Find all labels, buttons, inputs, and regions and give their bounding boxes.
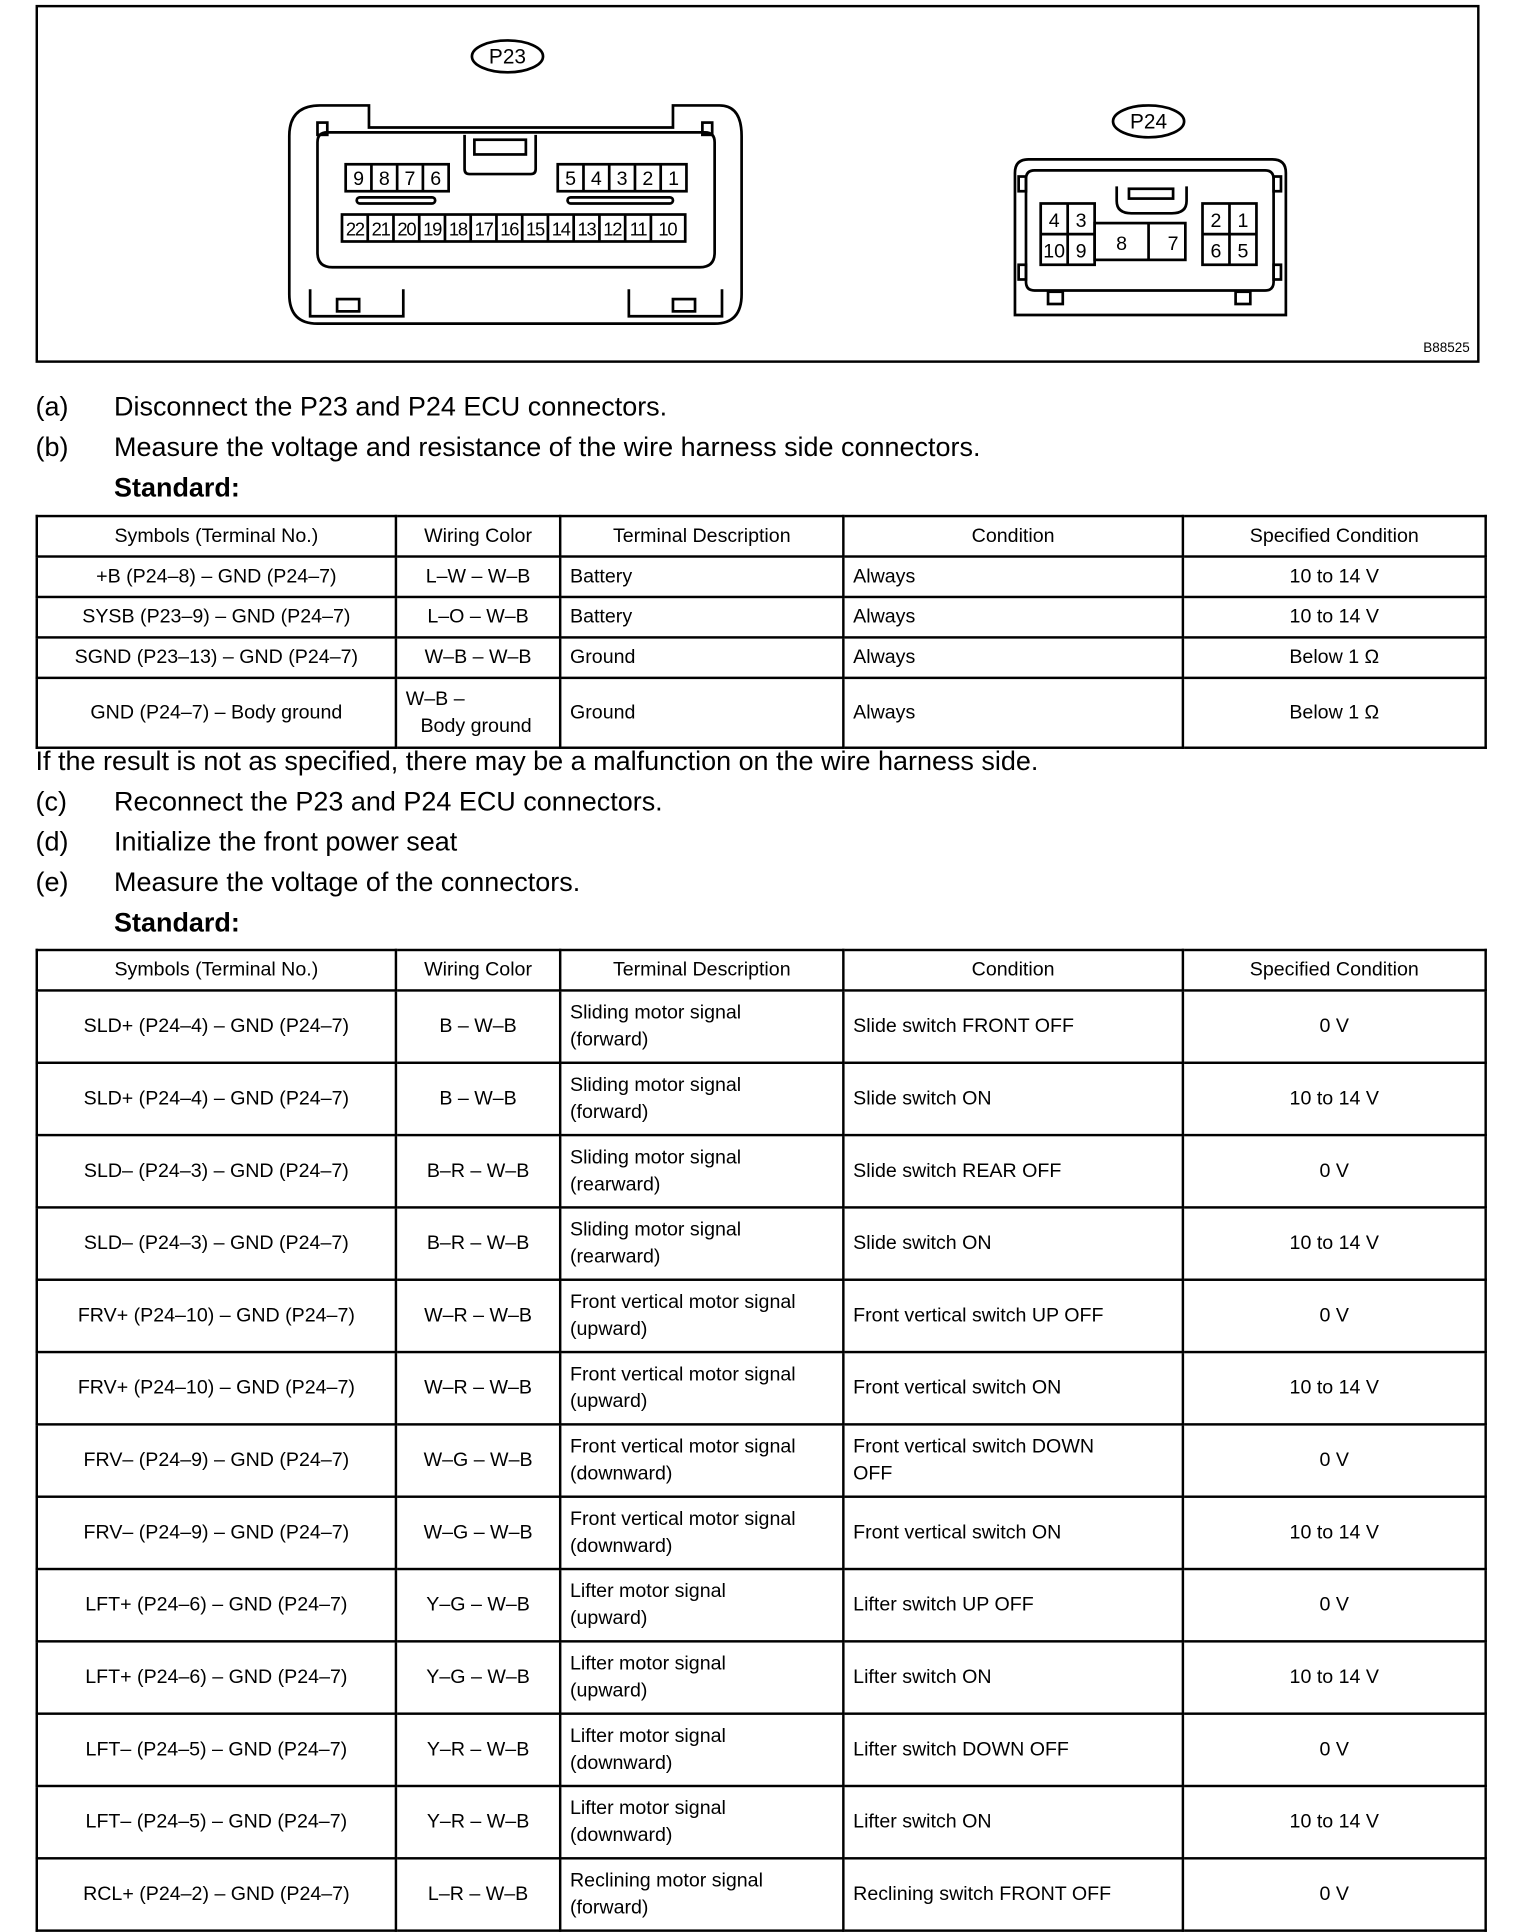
cell-wiring-color: L–O – W–B — [396, 597, 560, 637]
cell-symbols: LFT– (P24–5) – GND (P24–7) — [37, 1786, 396, 1858]
condition-line-1: Front vertical switch DOWN — [853, 1436, 1094, 1457]
p23-pin: 10 — [658, 218, 677, 240]
table-row — [37, 1714, 1486, 1786]
step-label: (d) — [35, 826, 69, 857]
p24-label: P24 — [1130, 110, 1168, 134]
cell-wiring-color: Y–R – W–B — [396, 1714, 560, 1786]
header-symbols: Symbols (Terminal No.) — [37, 516, 396, 556]
cell-condition — [843, 990, 1183, 1062]
p24-pin: 10 — [1043, 240, 1066, 263]
table-row — [37, 1641, 1486, 1713]
header-condition: Condition — [843, 516, 1183, 556]
cell-wiring-color: W–R – W–B — [396, 1352, 560, 1424]
cell-condition — [843, 1207, 1183, 1279]
p23-pin: 9 — [353, 168, 364, 191]
p23-pin: 21 — [371, 218, 390, 240]
condition-line-1: Slide switch FRONT OFF — [853, 1015, 1075, 1037]
p23-pin: 12 — [603, 218, 622, 240]
cell-specified-condition: 10 to 14 V — [1183, 1786, 1486, 1858]
cell-terminal-description — [560, 1786, 843, 1858]
cell-specified-condition: 0 V — [1183, 1135, 1486, 1207]
cell-wiring-color: B–R – W–B — [396, 1135, 560, 1207]
p23-pin: 7 — [404, 168, 416, 191]
cell-specified-condition: Below 1 Ω — [1183, 678, 1486, 748]
cell-symbols: SLD+ (P24–4) – GND (P24–7) — [37, 990, 396, 1062]
cell-terminal-description — [560, 1424, 843, 1496]
table-row — [37, 557, 1486, 597]
condition-line-1: Slide switch ON — [853, 1087, 992, 1109]
step-text: Reconnect the P23 and P24 ECU connectors. — [113, 785, 663, 817]
cell-wiring-color: W–G – W–B — [396, 1424, 560, 1496]
cell-terminal-description: Battery — [560, 597, 843, 637]
table-row — [37, 1352, 1486, 1424]
p23-pin: 8 — [378, 168, 390, 191]
condition-line-1: Lifter switch DOWN OFF — [853, 1738, 1069, 1760]
cell-condition — [843, 1641, 1183, 1713]
cell-wiring-color: Y–G – W–B — [396, 1641, 560, 1713]
cell-terminal-description — [560, 1569, 843, 1641]
header-wiring-color: Wiring Color — [396, 950, 560, 990]
step-text: Measure the voltage and resistance of the wire harness side connectors. — [113, 431, 981, 463]
p23-pin: 3 — [616, 168, 628, 191]
description-line-2: (upward) — [569, 1390, 648, 1412]
description-line-1: Sliding motor signal — [569, 1074, 742, 1096]
cell-symbols: SLD– (P24–3) – GND (P24–7) — [37, 1207, 396, 1279]
condition-line-1: Slide switch REAR OFF — [853, 1160, 1062, 1182]
header-wiring-color: Wiring Color — [396, 516, 560, 556]
description-line-2: (downward) — [569, 1752, 673, 1774]
description-line-2: (upward) — [569, 1607, 648, 1629]
cell-condition: Always — [843, 597, 1183, 637]
condition-line-1: Lifter switch ON — [853, 1811, 992, 1832]
cell-condition: Always — [843, 637, 1183, 677]
cell-specified-condition: 10 to 14 V — [1183, 1641, 1486, 1713]
table-row — [37, 1207, 1486, 1279]
description-line-2: (upward) — [569, 1679, 648, 1701]
description-line-1: Sliding motor signal — [569, 1002, 742, 1023]
p24-pin: 7 — [1167, 233, 1179, 256]
p23-pin: 11 — [629, 218, 647, 240]
description-line-2: (rearward) — [569, 1173, 661, 1195]
p24-pin: 4 — [1048, 209, 1060, 232]
description-line-1: Sliding motor signal — [569, 1146, 742, 1168]
step-text: Measure the voltage of the connectors. — [113, 866, 581, 898]
cell-wiring-color: B–R – W–B — [396, 1207, 560, 1279]
cell-symbols: SGND (P23–13) – GND (P24–7) — [37, 637, 396, 677]
cell-terminal-description — [560, 1063, 843, 1135]
cell-specified-condition: 0 V — [1183, 1714, 1486, 1786]
cell-condition — [843, 1135, 1183, 1207]
p24-pin: 8 — [1116, 233, 1128, 256]
cell-wiring-color: Y–R – W–B — [396, 1786, 560, 1858]
header-terminal-description: Terminal Description — [560, 516, 843, 556]
condition-line-1: Slide switch ON — [853, 1232, 992, 1254]
header-specified-condition: Specified Condition — [1183, 516, 1486, 556]
cell-specified-condition: 10 to 14 V — [1183, 597, 1486, 637]
cell-condition: Always — [843, 557, 1183, 597]
cell-specified-condition: 0 V — [1183, 1280, 1486, 1352]
p23-pin: 6 — [430, 168, 442, 191]
cell-specified-condition: 10 to 14 V — [1183, 1063, 1486, 1135]
result-note: If the result is not as specified, there may be a malfunction on the wire harness side. — [35, 745, 1039, 776]
p23-pin: 13 — [577, 218, 596, 240]
p23-pin: 18 — [448, 218, 467, 240]
cell-terminal-description — [560, 1641, 843, 1713]
p23-pin: 22 — [345, 218, 364, 240]
condition-line-2: OFF — [853, 1462, 893, 1484]
description-line-2: (downward) — [569, 1824, 673, 1846]
condition-line-1: Lifter switch ON — [853, 1666, 992, 1688]
description-line-1: Front vertical motor signal — [569, 1508, 796, 1530]
p24-pin: 5 — [1237, 240, 1249, 263]
cell-specified-condition: 10 to 14 V — [1183, 1207, 1486, 1279]
description-line-2: (forward) — [569, 1896, 649, 1918]
description-line-2: (downward) — [569, 1535, 673, 1557]
cell-symbols: SLD+ (P24–4) – GND (P24–7) — [37, 1063, 396, 1135]
cell-condition — [843, 1280, 1183, 1352]
table-row — [37, 1063, 1486, 1135]
cell-symbols: FRV+ (P24–10) – GND (P24–7) — [37, 1280, 396, 1352]
cell-wiring-color: L–W – W–B — [396, 557, 560, 597]
condition-line-1: Reclining switch FRONT OFF — [853, 1883, 1112, 1905]
condition-line-1: Front vertical switch ON — [853, 1377, 1062, 1399]
cell-symbols: LFT+ (P24–6) – GND (P24–7) — [37, 1569, 396, 1641]
step-a — [36, 389, 668, 426]
cell-terminal-description: Ground — [560, 637, 843, 677]
p23-pin: 16 — [500, 218, 519, 240]
description-line-1: Front vertical motor signal — [569, 1291, 796, 1313]
p24-pin: 1 — [1237, 209, 1249, 232]
figure-code: B88525 — [1423, 340, 1470, 356]
cell-wiring-color: W–R – W–B — [396, 1280, 560, 1352]
p24-pin: 9 — [1075, 240, 1087, 263]
p23-pin: 17 — [474, 218, 493, 240]
cell-symbols: SLD– (P24–3) – GND (P24–7) — [37, 1135, 396, 1207]
table-header-row — [37, 516, 1486, 556]
cell-terminal-description — [560, 1207, 843, 1279]
standard-table-1 — [36, 515, 1487, 749]
cell-terminal-description — [560, 1135, 843, 1207]
header-terminal-description: Terminal Description — [560, 950, 843, 990]
cell-specified-condition: 10 to 14 V — [1183, 557, 1486, 597]
cell-condition — [843, 1858, 1183, 1930]
cell-specified-condition: Below 1 Ω — [1183, 637, 1486, 677]
p23-label: P23 — [488, 45, 527, 69]
p23-pin: 4 — [590, 168, 602, 191]
standard-label: Standard: — [113, 471, 240, 503]
cell-terminal-description — [560, 1497, 843, 1569]
step-b — [36, 429, 981, 466]
p23-pin: 15 — [526, 218, 545, 240]
cell-symbols: LFT+ (P24–6) – GND (P24–7) — [37, 1641, 396, 1713]
step-label: (a) — [35, 391, 69, 422]
p24-pin: 2 — [1210, 209, 1222, 232]
cell-specified-condition: 0 V — [1183, 990, 1486, 1062]
cell-terminal-description: Battery — [560, 557, 843, 597]
table-row — [37, 678, 1486, 748]
cell-terminal-description — [560, 1714, 843, 1786]
cell-terminal-description — [560, 1352, 843, 1424]
step-label: (e) — [35, 866, 69, 898]
table-row — [37, 1424, 1486, 1496]
condition-line-1: Front vertical switch ON — [853, 1521, 1062, 1543]
cell-symbols: RCL+ (P24–2) – GND (P24–7) — [37, 1858, 396, 1930]
wiring-line-2: Body ground — [420, 715, 532, 737]
cell-specified-condition: 0 V — [1183, 1424, 1486, 1496]
table-row — [37, 597, 1486, 637]
p24-pin: 6 — [1210, 240, 1222, 263]
step-e — [36, 864, 581, 901]
table-row — [37, 1569, 1486, 1641]
p23-pin: 1 — [668, 168, 680, 191]
table-row — [37, 1280, 1486, 1352]
cell-specified-condition: 10 to 14 V — [1183, 1497, 1486, 1569]
condition-line-1: Front vertical switch UP OFF — [853, 1304, 1104, 1326]
condition-line-1: Lifter switch UP OFF — [853, 1594, 1034, 1615]
cell-terminal-description: Ground — [560, 678, 843, 748]
cell-wiring-color: B – W–B — [396, 1063, 560, 1135]
cell-condition — [843, 1714, 1183, 1786]
table-row — [37, 1858, 1486, 1930]
cell-symbols: FRV+ (P24–10) – GND (P24–7) — [37, 1352, 396, 1424]
step-d — [36, 824, 458, 861]
table-row — [37, 1135, 1486, 1207]
header-specified-condition: Specified Condition — [1183, 950, 1486, 990]
cell-wiring-color: W–B – W–B — [396, 637, 560, 677]
p23-pin: 14 — [551, 218, 570, 240]
p23-pin: 2 — [642, 168, 654, 191]
description-line-1: Front vertical motor signal — [569, 1436, 796, 1457]
description-line-1: Sliding motor signal — [569, 1219, 742, 1240]
cell-condition — [843, 1352, 1183, 1424]
standard-label: Standard: — [113, 907, 240, 938]
description-line-1: Front vertical motor signal — [569, 1363, 796, 1385]
step-label: (c) — [35, 785, 67, 817]
description-line-2: (forward) — [569, 1101, 649, 1123]
cell-symbols: FRV– (P24–9) – GND (P24–7) — [37, 1497, 396, 1569]
cell-symbols: +B (P24–8) – GND (P24–7) — [37, 557, 396, 597]
cell-wiring-color: B – W–B — [396, 990, 560, 1062]
table-row — [37, 1786, 1486, 1858]
step-c — [36, 783, 663, 820]
p23-pin: 20 — [397, 218, 416, 240]
connector-diagram — [36, 5, 1480, 363]
standard-table-2 — [36, 949, 1487, 1932]
cell-condition — [843, 1786, 1183, 1858]
description-line-2: (forward) — [569, 1029, 649, 1050]
description-line-1: Lifter motor signal — [569, 1797, 726, 1819]
cell-condition — [843, 1569, 1183, 1641]
table-header-row — [37, 950, 1486, 990]
description-line-2: (upward) — [569, 1318, 648, 1340]
cell-wiring-color: Y–G – W–B — [396, 1569, 560, 1641]
description-line-2: (downward) — [569, 1462, 673, 1484]
step-label: (b) — [35, 431, 69, 463]
description-line-1: Lifter motor signal — [569, 1580, 726, 1602]
step-text: Disconnect the P23 and P24 ECU connectors. — [113, 391, 668, 422]
header-condition: Condition — [843, 950, 1183, 990]
cell-specified-condition: 0 V — [1183, 1858, 1486, 1930]
cell-condition — [843, 1497, 1183, 1569]
description-line-1: Reclining motor signal — [569, 1869, 763, 1891]
table-row — [37, 1497, 1486, 1569]
cell-terminal-description — [560, 1858, 843, 1930]
cell-specified-condition: 0 V — [1183, 1569, 1486, 1641]
table-row — [37, 637, 1486, 677]
connector-drawing — [38, 7, 1482, 365]
p24-pin: 3 — [1075, 209, 1087, 232]
p23-pin: 5 — [565, 168, 577, 191]
cell-symbols: SYSB (P23–9) – GND (P24–7) — [37, 597, 396, 637]
cell-symbols: LFT– (P24–5) – GND (P24–7) — [37, 1714, 396, 1786]
p23-pin: 19 — [423, 218, 442, 240]
description-line-2: (rearward) — [569, 1246, 661, 1267]
p23-inner-body — [317, 132, 714, 267]
cell-condition: Always — [843, 678, 1183, 748]
cell-wiring-color: W–G – W–B — [396, 1497, 560, 1569]
cell-condition — [843, 1424, 1183, 1496]
cell-specified-condition: 10 to 14 V — [1183, 1352, 1486, 1424]
step-text: Initialize the front power seat — [113, 826, 458, 857]
cell-wiring-color — [396, 678, 560, 748]
cell-symbols: FRV– (P24–9) – GND (P24–7) — [37, 1424, 396, 1496]
cell-terminal-description — [560, 990, 843, 1062]
header-symbols: Symbols (Terminal No.) — [37, 950, 396, 990]
cell-condition — [843, 1063, 1183, 1135]
cell-symbols: GND (P24–7) – Body ground — [37, 678, 396, 748]
description-line-1: Lifter motor signal — [569, 1652, 726, 1674]
description-line-1: Lifter motor signal — [569, 1725, 726, 1747]
wiring-line-1: W–B – — [405, 688, 465, 710]
cell-terminal-description — [560, 1280, 843, 1352]
table-row — [37, 990, 1486, 1062]
cell-wiring-color: L–R – W–B — [396, 1858, 560, 1930]
